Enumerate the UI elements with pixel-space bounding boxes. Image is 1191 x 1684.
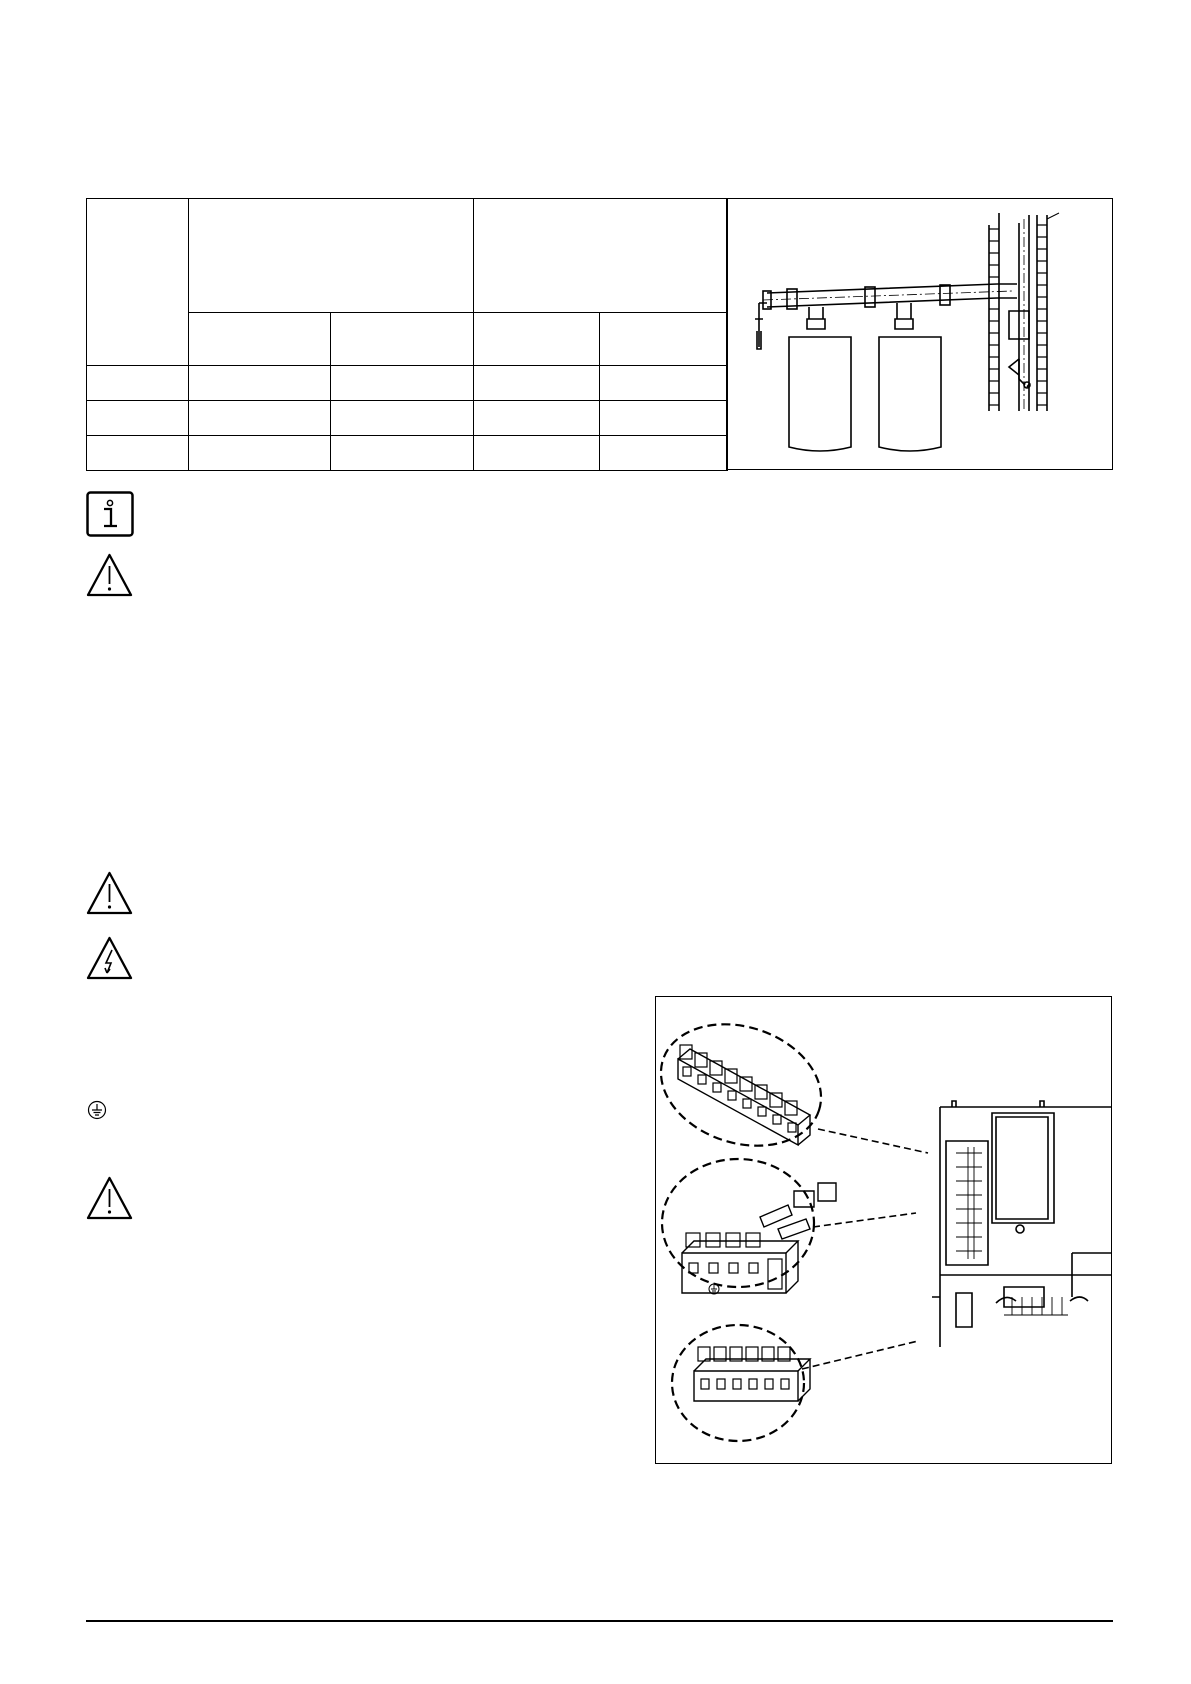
table-row	[87, 436, 728, 471]
table-subheader-cell	[600, 313, 728, 366]
table-subheader-cell	[331, 313, 474, 366]
table-cell	[474, 366, 600, 401]
table-cell	[474, 401, 600, 436]
table-cell	[189, 436, 331, 471]
table-header-cell	[189, 199, 474, 313]
table-cell	[600, 366, 728, 401]
table-cell	[474, 436, 600, 471]
warning-icon	[86, 553, 133, 597]
table-cell	[600, 401, 728, 436]
table-cell	[331, 401, 474, 436]
table-row	[87, 401, 728, 436]
table-header-cell	[87, 199, 189, 366]
flue-table-frame	[86, 198, 1113, 470]
electrical-hazard-icon	[86, 936, 133, 980]
table-subheader-cell	[474, 313, 600, 366]
table-cell	[189, 366, 331, 401]
warning-icon	[86, 871, 133, 915]
table-cell	[189, 401, 331, 436]
flue-table	[86, 198, 728, 471]
footer-rule	[86, 1620, 1113, 1622]
cascade-flue-diagram-cell	[726, 198, 1113, 470]
table-subheader-cell	[189, 313, 331, 366]
table-cell	[87, 436, 189, 471]
terminal-board-figure	[655, 996, 1112, 1464]
info-icon	[86, 491, 134, 537]
terminal-board-diagram	[656, 997, 1111, 1463]
table-cell	[87, 366, 189, 401]
warning-icon	[86, 1176, 133, 1220]
earth-ground-icon	[87, 1100, 107, 1120]
cascade-flue-diagram	[727, 199, 1112, 469]
table-header-cell	[474, 199, 728, 313]
table-cell	[600, 436, 728, 471]
table-cell	[331, 366, 474, 401]
table-cell	[87, 401, 189, 436]
table-row	[87, 366, 728, 401]
table-cell	[331, 436, 474, 471]
